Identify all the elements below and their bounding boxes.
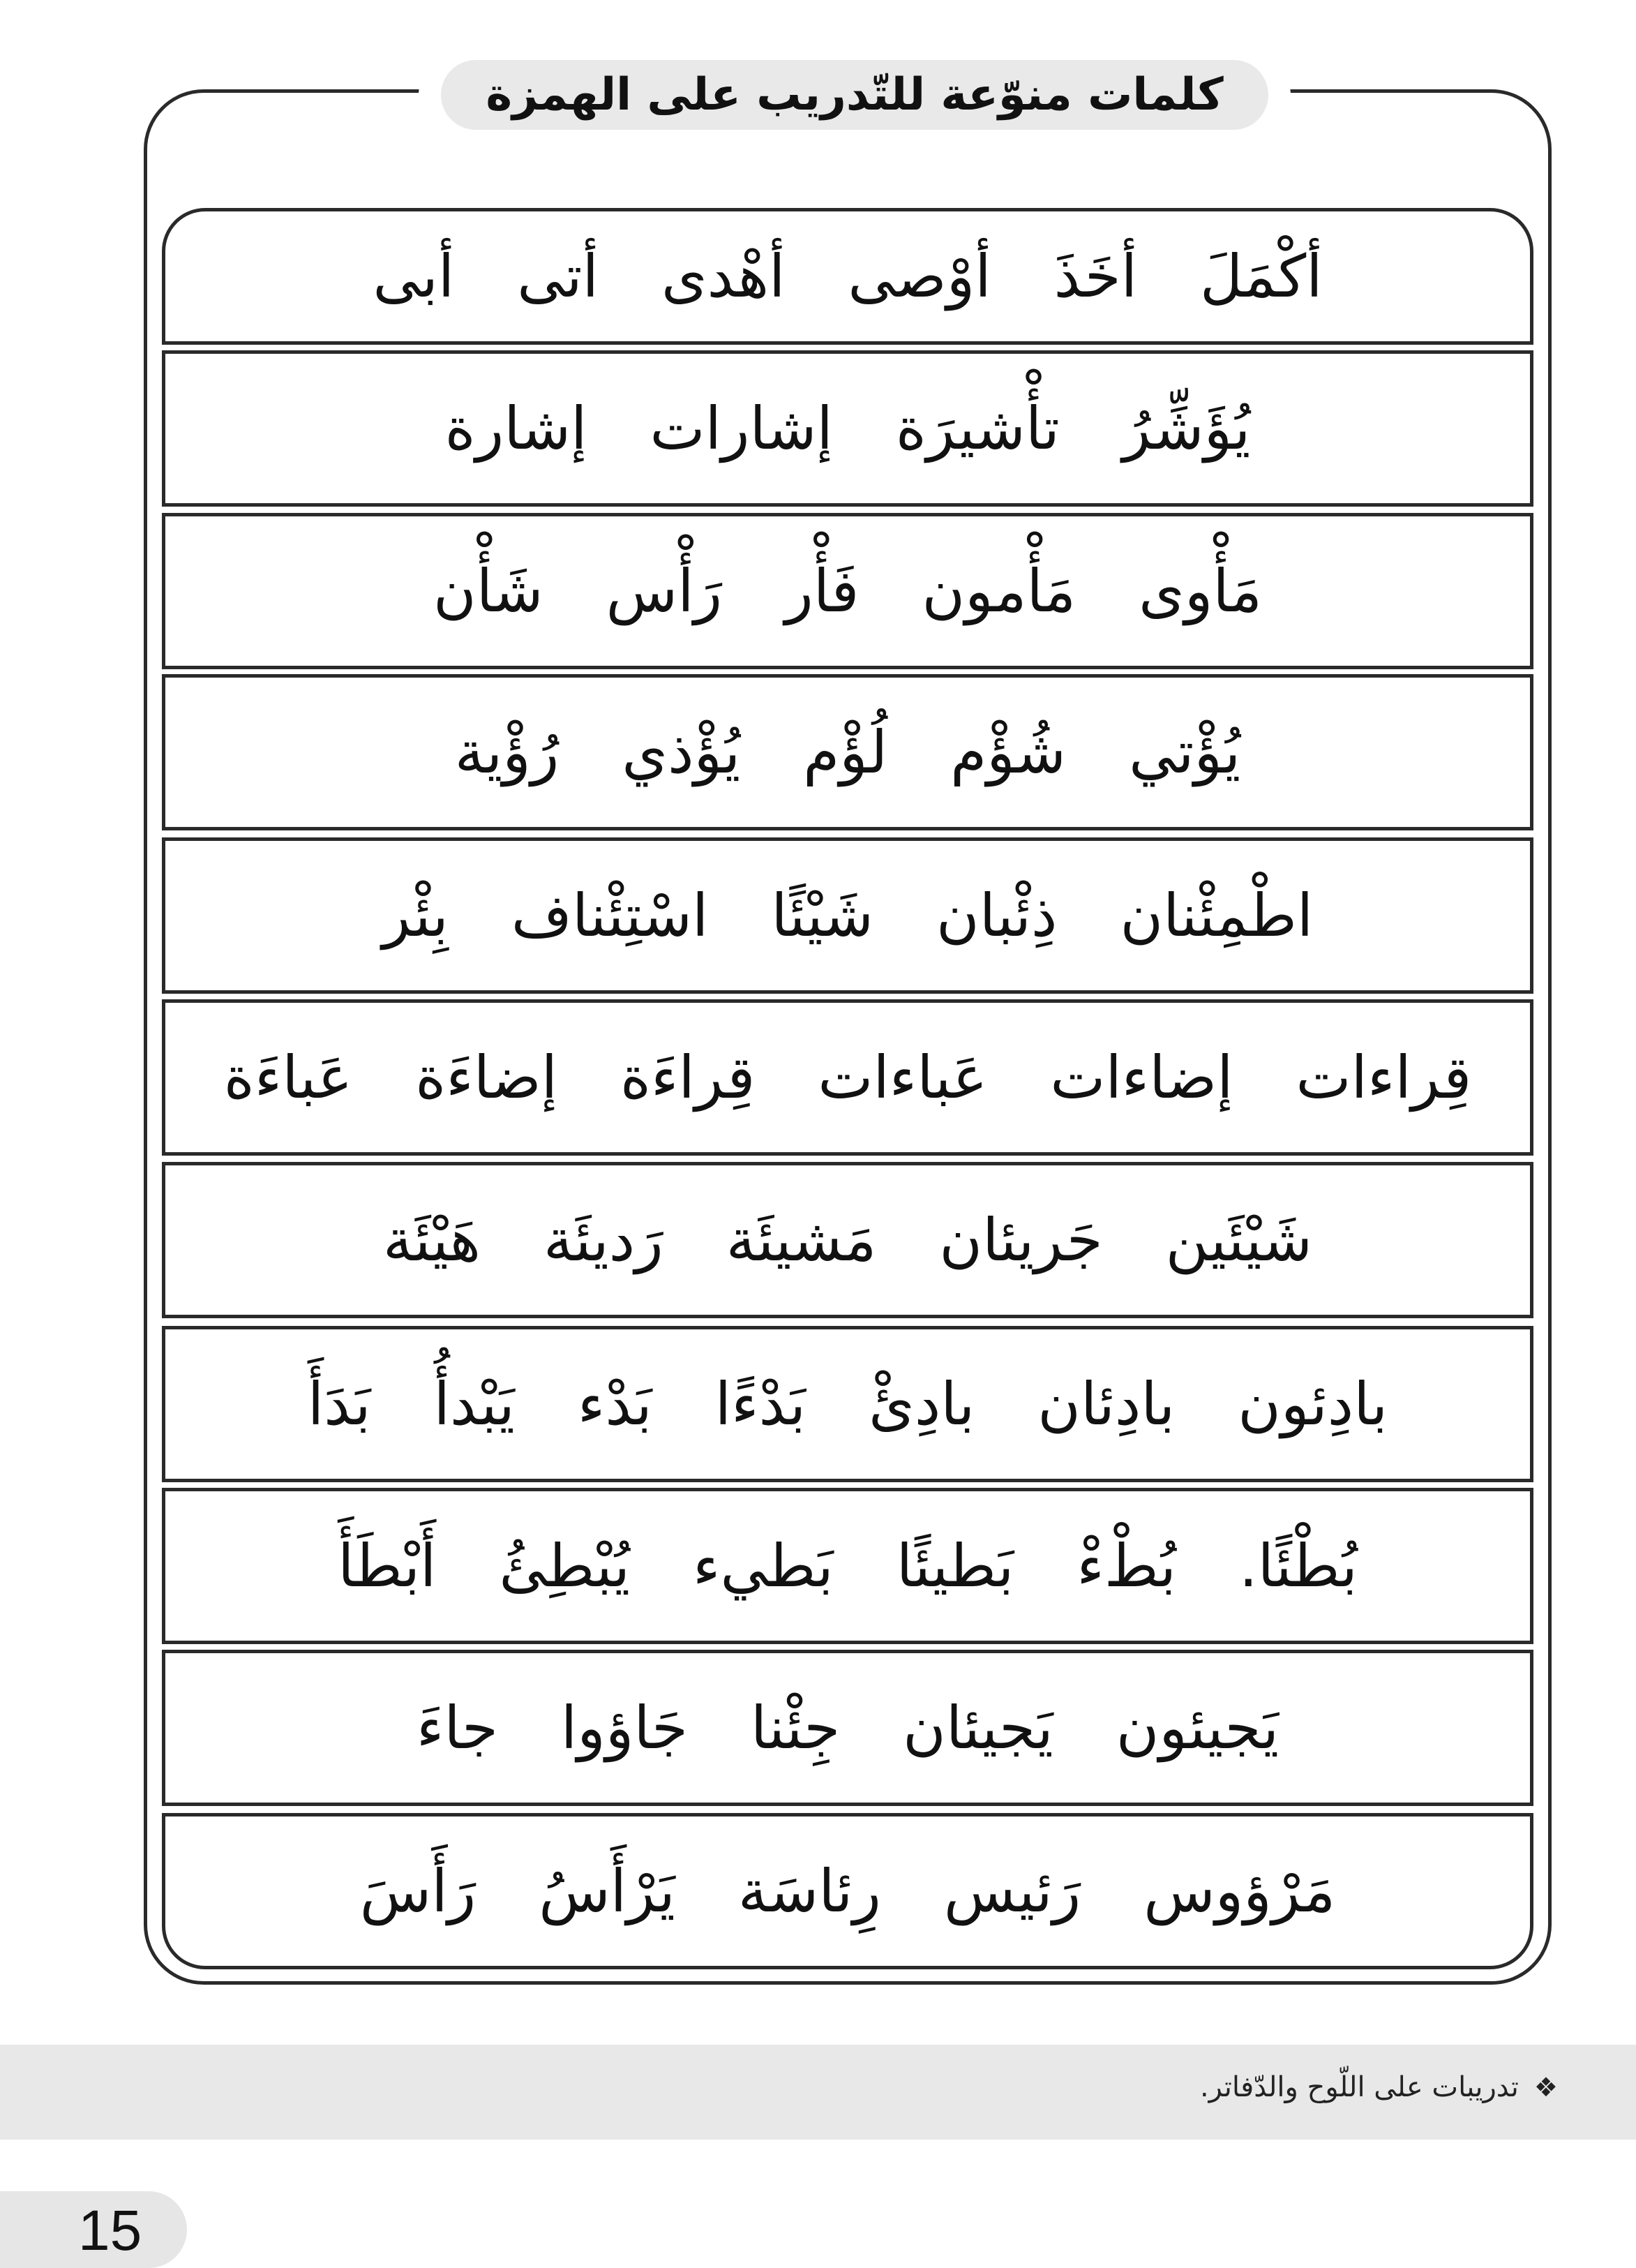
word: ذِئْبان — [936, 881, 1058, 950]
word: أتى — [517, 242, 599, 311]
word: بادِئان — [1037, 1370, 1176, 1438]
word: إشارة — [444, 394, 587, 463]
word: يُؤْتي — [1129, 718, 1241, 786]
word-row — [162, 1813, 1533, 1969]
word: مَشيئَة — [726, 1206, 877, 1274]
word: أخَذَ — [1053, 242, 1138, 311]
word: يَرْأَسُ — [539, 1857, 675, 1925]
word: جَريئان — [939, 1206, 1103, 1274]
word: رَأْس — [606, 557, 723, 625]
word: مَرْؤوس — [1143, 1857, 1336, 1925]
word: أبى — [373, 242, 455, 311]
word: أهْدى — [661, 242, 786, 311]
page-number: 15 — [78, 2199, 142, 2262]
diamond-bullet-icon: ❖ — [1533, 2072, 1558, 2103]
word: رُؤْية — [454, 718, 560, 786]
word: بَدَأَ — [307, 1370, 371, 1438]
word: مَأْمون — [922, 557, 1076, 625]
footnote — [1200, 2071, 1558, 2103]
word: جاءَ — [416, 1694, 498, 1762]
word: بَطيئًا — [896, 1532, 1014, 1600]
word: مَأْوى — [1139, 557, 1263, 625]
word: رَئيس — [943, 1857, 1081, 1925]
word: فَأْر — [785, 557, 860, 625]
word-row — [162, 513, 1533, 669]
word: بَدْء — [577, 1370, 652, 1438]
word: يُبْطِئُ — [499, 1532, 630, 1600]
word: قِراءَة — [620, 1043, 756, 1112]
word: أكْمَلَ — [1200, 242, 1323, 311]
word: شَيْئَين — [1165, 1206, 1313, 1274]
word: لُؤْم — [803, 718, 888, 786]
word: بَطيء — [692, 1532, 834, 1600]
word: اسْتِئْناف — [511, 881, 709, 950]
word: يَجيئون — [1116, 1694, 1279, 1762]
word: يُؤْذي — [622, 718, 741, 786]
word: إشارات — [650, 394, 833, 463]
word: يَجيئان — [903, 1694, 1053, 1762]
word: بُطْئًا. — [1238, 1532, 1358, 1600]
word: يَبْدأُ — [433, 1370, 515, 1438]
word-row — [162, 999, 1533, 1156]
word: رَأَسَ — [359, 1857, 476, 1925]
word: شُؤْم — [950, 718, 1067, 786]
word-row — [162, 1488, 1533, 1644]
word: جَاؤوا — [560, 1694, 688, 1762]
word: شَيْئًا — [771, 881, 874, 950]
word: بُطْءْ — [1076, 1532, 1176, 1600]
word: إضاءَة — [415, 1043, 558, 1112]
word-row — [162, 208, 1533, 345]
word: بَدْءًا — [714, 1370, 806, 1438]
word: يُؤَشِّرُ — [1122, 394, 1251, 463]
footnote-text: تدريبات على اللّوح والدّفاتر. — [1199, 2071, 1519, 2103]
word: جِئْنا — [750, 1694, 841, 1762]
word: رِئاسَة — [737, 1857, 881, 1925]
word-row — [162, 674, 1533, 830]
word-row — [162, 1162, 1533, 1318]
word: عَباءَة — [223, 1043, 353, 1112]
word-row — [162, 1326, 1533, 1482]
word: هَيْئَة — [382, 1206, 481, 1274]
word: أَبْطَأَ — [338, 1532, 437, 1600]
page-title: كلمات منوّعة للتّدريب على الهمزة — [441, 60, 1268, 130]
word: عَباءات — [818, 1043, 988, 1112]
word-row — [162, 1650, 1533, 1806]
word: بادِئْ — [869, 1370, 975, 1438]
title-container — [419, 57, 1291, 133]
word-row — [162, 837, 1533, 994]
word: قِراءات — [1296, 1043, 1472, 1112]
word: اطْمِئْنان — [1120, 881, 1314, 950]
word: تأْشيرَة — [895, 394, 1060, 463]
word: بادِئون — [1238, 1370, 1388, 1438]
word: بِئْر — [382, 881, 449, 950]
word: شَأْن — [433, 557, 543, 625]
word: إضاءات — [1050, 1043, 1233, 1112]
word: أوْصى — [848, 242, 991, 311]
word-row — [162, 350, 1533, 507]
word: رَديئَة — [543, 1206, 663, 1274]
